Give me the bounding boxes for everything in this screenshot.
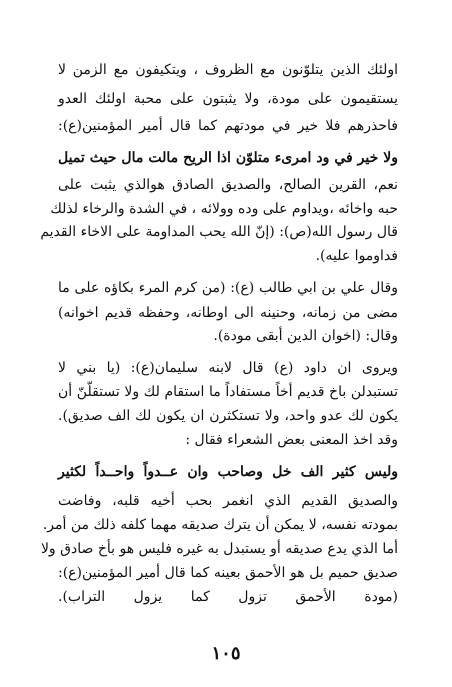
text-line: نعم، القرين الصالح، والصديق الصادق هوالذي يثبت على: [58, 177, 398, 193]
text-line: والصديق القديم الذي انغمر بحب أخيه قلبه، وفاضت: [58, 493, 398, 509]
text-line: بمودته نفسه، لا يمكن أن يترك صديقه مهما كلفه ذلك من أمر.: [42, 517, 398, 533]
text-line: تستبدلن باخ قديم أخاً مستفاداً ما استقام لك ولا تستقلّنّ أن: [58, 384, 398, 400]
text-line: يكون لك عدو واحد، ولا تستكثرن ان يكون لك الف صديق).: [58, 408, 398, 424]
text-line: فاحذرهم فلا خير في مودتهم كما قال أمير المؤمنين(ع):: [58, 118, 398, 134]
text-line: أما الذي يدع صديقه أو يستبدل به غيره فليس هو بأخ صادق ولا: [40, 541, 398, 557]
text-line: فداوموا عليه).: [315, 248, 398, 264]
text-line: صديق حميم بل هو الأحمق بعينه كما قال أمير المؤمنين(ع):: [58, 565, 398, 581]
text-line: قال رسول الله(ص): (إنّ الله يحب المداومة على الاخاء القديم: [40, 224, 398, 240]
text-line: اولئك الذين يتلوّنون مع الظروف ، ويتكيفون مع الزمن لا: [58, 62, 398, 78]
verse-line: ولا خير في ود امرىء متلوّن اذا الريح مالت مال حيث تميل: [58, 150, 398, 166]
text-line: وقال: (اخوان الدين أبقى مودة).: [213, 328, 398, 344]
verse-line: وليس كثير الف خل وصاحب وان عــدواً واحــداً لكثير: [58, 464, 398, 480]
text-line: حبه واخائه ،ويداوم على وده وولائه ، في الشدة والرخاء لذلك: [50, 201, 398, 217]
text-line: (مودة الأحمق تزول كما يزول التراب).: [58, 589, 398, 605]
text-line: وقد اخذ المعنى بعض الشعراء فقال :: [185, 432, 398, 448]
text-line: ويروى ان داود (ع) قال لابنه سليمان(ع): (يا بني لا: [58, 360, 398, 376]
page-number: ١٠٥: [211, 643, 241, 664]
text-line: وقال علي بن ابي طالب (ع): (من كرم المرء بكاؤه على ما: [58, 280, 398, 296]
text-line: مضى من زمانه، وحنينه الى اوطانه، وحفظه قديم اخوانه): [58, 305, 398, 321]
text-line: يستقيمون على مودة، ولا يثبتون على محبة اولئك العدو: [58, 91, 398, 107]
